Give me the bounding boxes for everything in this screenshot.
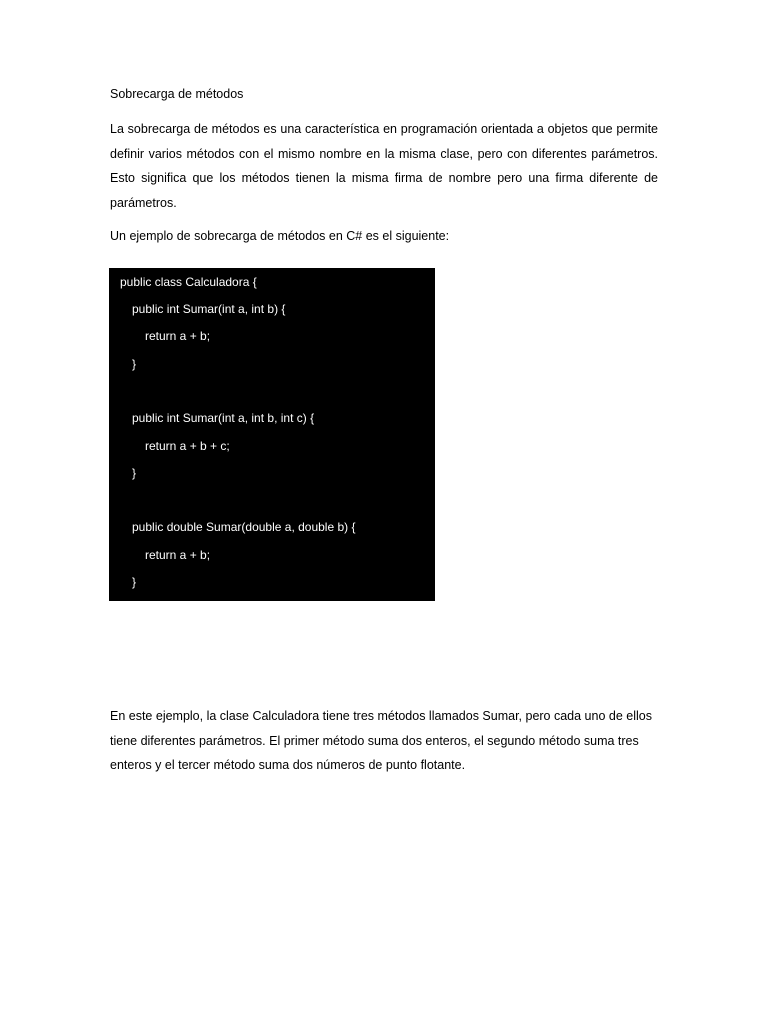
code-block: [109, 268, 435, 601]
code-line: public int Sumar(int a, int b) {: [132, 302, 286, 316]
code-line: }: [132, 466, 137, 480]
code-line: }: [132, 357, 137, 371]
code-line: }: [132, 575, 137, 589]
code-line: public int Sumar(int a, int b, int c) {: [132, 411, 315, 425]
example-intro-text: Un ejemplo de sobrecarga de métodos en C# es el siguiente:: [110, 229, 450, 243]
explanation-paragraph: En este ejemplo, la clase Calculadora tiene tres métodos llamados Sumar, pero cada uno de ellos tiene diferentes parámetros. El primer método suma dos enteros, el segundo método suma tres enteros y el tercer método suma dos números de punto flotante.: [110, 709, 652, 772]
code-line: public double Sumar(double a, double b) {: [132, 520, 356, 534]
document-heading: Sobrecarga de métodos: [110, 87, 244, 101]
code-line: return a + b;: [145, 548, 211, 562]
code-line: return a + b + c;: [145, 439, 230, 453]
code-line: return a + b;: [145, 329, 211, 343]
code-line: public class Calculadora {: [120, 275, 257, 289]
intro-paragraph: La sobrecarga de métodos es una característica en programación orientada a objetos que permite definir varios métodos con el mismo nombre en la misma clase, pero con diferentes parámetros. Esto significa que los métodos tienen la misma firma de nombre pero una firma diferente de parámetros.: [110, 122, 658, 211]
